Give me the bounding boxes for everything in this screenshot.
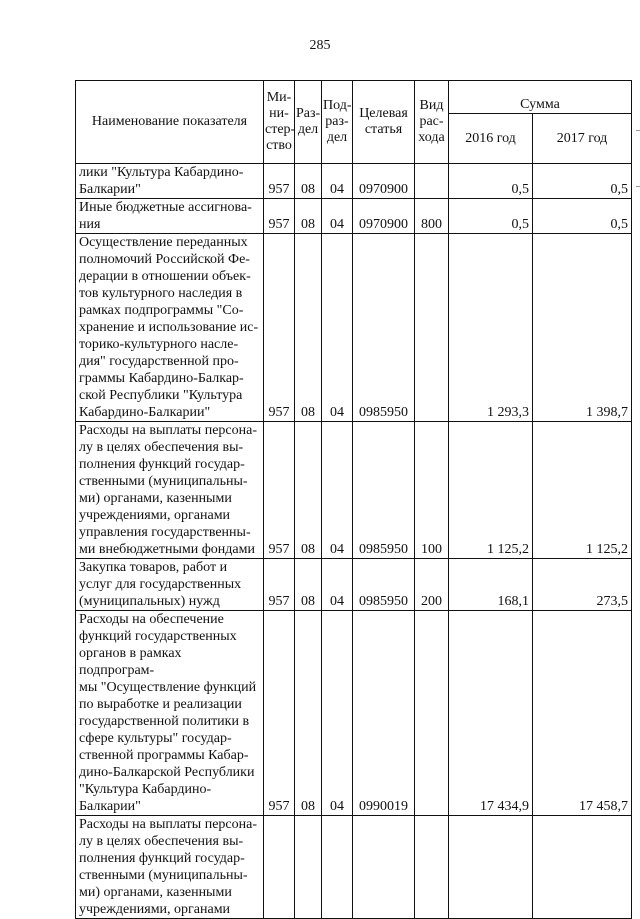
- row-expense-type-cell: 800: [415, 199, 449, 234]
- table-row: [76, 164, 632, 199]
- row-2016-cell: 0,5: [449, 164, 533, 199]
- row-2016-cell: 0,5: [449, 199, 533, 234]
- table-row: [76, 559, 632, 611]
- row-section-cell: 08: [295, 199, 322, 234]
- row-expense-type-cell: [415, 164, 449, 199]
- row-target-cell: 0970900: [353, 199, 415, 234]
- row-ministry-cell: 957: [264, 559, 295, 611]
- row-2016-cell: [449, 816, 533, 919]
- row-2016-cell: 17 434,9: [449, 611, 533, 816]
- budget-table: [75, 80, 632, 919]
- table-row: [76, 234, 632, 422]
- header-name: Наименование показателя: [76, 81, 264, 164]
- header-2017: 2017 год: [533, 114, 632, 164]
- row-subsection-cell: 04: [322, 422, 353, 559]
- row-2016-cell: 1 125,2: [449, 422, 533, 559]
- row-ministry-cell: 957: [264, 164, 295, 199]
- row-2017-cell: [533, 816, 632, 919]
- row-target-cell: 0970900: [353, 164, 415, 199]
- row-subsection-cell: 04: [322, 234, 353, 422]
- row-subsection-cell: 04: [322, 559, 353, 611]
- row-ministry-cell: 957: [264, 234, 295, 422]
- row-name-cell: Расходы на выплаты персона- лу в целях обеспечения вы- полнения функций государ- ственными (муниципальны- ми) органами, казенными учреждениями, органами управления государственны- ми внебюджетными фондами: [76, 422, 264, 559]
- row-ministry-cell: 957: [264, 199, 295, 234]
- header-section: Раз- дел: [295, 81, 322, 164]
- page-number: 285: [309, 38, 331, 53]
- row-2017-cell: 1 398,7: [533, 234, 632, 422]
- header-sum: Сумма: [449, 81, 632, 114]
- scan-edge-mark: [636, 130, 640, 131]
- row-ministry-cell: [264, 816, 295, 919]
- table-row: [76, 199, 632, 234]
- row-ministry-cell: 957: [264, 611, 295, 816]
- row-name-cell: Закупка товаров, работ и услуг для государственных (муниципальных) нужд: [76, 559, 264, 611]
- row-2016-cell: 1 293,3: [449, 234, 533, 422]
- row-section-cell: 08: [295, 234, 322, 422]
- row-target-cell: 0985950: [353, 559, 415, 611]
- row-2017-cell: 0,5: [533, 164, 632, 199]
- row-2016-cell: 168,1: [449, 559, 533, 611]
- row-target-cell: 0985950: [353, 234, 415, 422]
- table-row: [76, 816, 632, 919]
- row-section-cell: [295, 816, 322, 919]
- table-row: [76, 422, 632, 559]
- row-expense-type-cell: 200: [415, 559, 449, 611]
- row-name-cell: Иные бюджетные ассигнова- ния: [76, 199, 264, 234]
- header-2016: 2016 год: [449, 114, 533, 164]
- row-subsection-cell: [322, 816, 353, 919]
- row-target-cell: 0985950: [353, 422, 415, 559]
- row-expense-type-cell: 100: [415, 422, 449, 559]
- scan-edge-mark: [636, 186, 640, 187]
- row-section-cell: 08: [295, 611, 322, 816]
- row-target-cell: 0990019: [353, 611, 415, 816]
- header-expense-type: Вид рас- хода: [415, 81, 449, 164]
- row-ministry-cell: 957: [264, 422, 295, 559]
- header-target: Целевая статья: [353, 81, 415, 164]
- row-name-cell: лики "Культура Кабардино- Балкарии": [76, 164, 264, 199]
- table-row: [76, 611, 632, 816]
- row-section-cell: 08: [295, 559, 322, 611]
- row-target-cell: [353, 816, 415, 919]
- header-subsection: Под- раз- дел: [322, 81, 353, 164]
- row-name-cell: Осуществление переданных полномочий Российской Фе- дерации в отношении объек- тов культурного наследия в рамках подпрограммы "Со- хранение и использование ис- торико-культурного насле- дия" государственной про- граммы Кабардино-Балкар- ской Республики "Культура Кабардино-Балкарии": [76, 234, 264, 422]
- row-expense-type-cell: [415, 234, 449, 422]
- row-expense-type-cell: [415, 816, 449, 919]
- row-subsection-cell: 04: [322, 199, 353, 234]
- row-subsection-cell: 04: [322, 611, 353, 816]
- row-expense-type-cell: [415, 611, 449, 816]
- header-ministry: Ми- ни- стер- ство: [264, 81, 295, 164]
- row-2017-cell: 17 458,7: [533, 611, 632, 816]
- row-name-cell: Расходы на обеспечение функций государственных органов в рамках подпрограм- мы "Осуществление функций по выработке и реализации государственной политики в сфере культуры" государ- ственной программы Кабар- дино-Балкарской Республики "Культура Кабардино- Балкарии": [76, 611, 264, 816]
- row-section-cell: 08: [295, 164, 322, 199]
- row-section-cell: 08: [295, 422, 322, 559]
- row-2017-cell: 1 125,2: [533, 422, 632, 559]
- row-name-cell: Расходы на выплаты персона- лу в целях обеспечения вы- полнения функций государ- ственными (муниципальны- ми) органами, казенными учреждениями, органами: [76, 816, 264, 919]
- row-2017-cell: 0,5: [533, 199, 632, 234]
- row-subsection-cell: 04: [322, 164, 353, 199]
- row-2017-cell: 273,5: [533, 559, 632, 611]
